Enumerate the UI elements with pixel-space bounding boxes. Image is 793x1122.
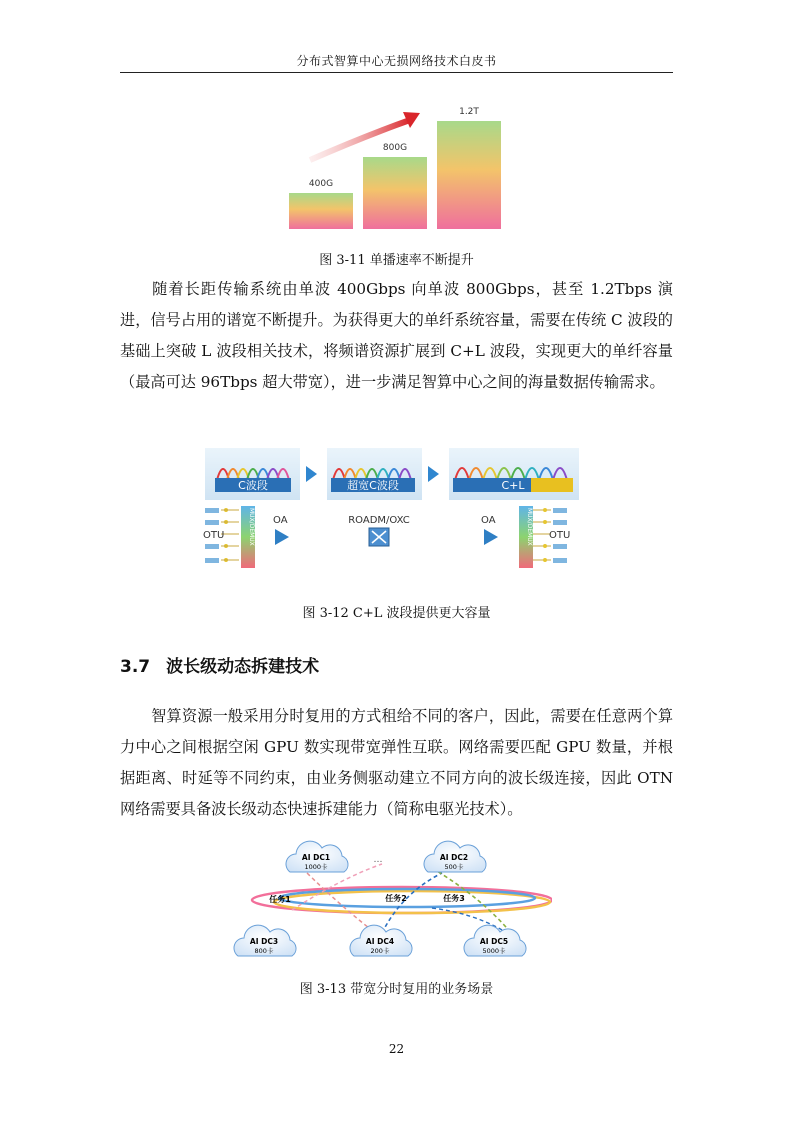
figure-3-12-diagram — [203, 446, 583, 576]
figure-3-13-caption: 图 3-13 带宽分时复用的业务场景 — [299, 982, 494, 997]
paragraph-wavelength: 智算资源一般采用分时复用的方式租给不同的客户，因此，需要在任意两个算力中心之间根据空闲 GPU 数实现带宽弹性互联。网络需要匹配 GPU 数量，并根据距离、时延等不同约束，由业务侧驱动建立不同方向的波长级连接，因此 OTN 网络需要具备波长级动态快速拆建能力（简称电驱光技术）。 — [120, 707, 673, 818]
band-label-c: C波段 — [238, 479, 268, 492]
svg-text:200卡: 200卡 — [370, 947, 390, 955]
figure-3-12-caption: 图 3-12 C+L 波段提供更大容量 — [302, 606, 491, 621]
band-panel-ultra-c — [327, 448, 422, 500]
task-label-3: 任务3 — [443, 894, 465, 903]
cloud-ai-dc5 — [464, 925, 526, 956]
oa-right-label: OA — [481, 515, 496, 526]
band-label-ultra-c: 超宽C波段 — [347, 479, 399, 492]
svg-text:AI DC5: AI DC5 — [479, 937, 509, 946]
oa-left-amplifier — [275, 529, 289, 545]
task-label-1: 任务1 — [269, 895, 291, 904]
svg-text:800卡: 800卡 — [254, 947, 274, 955]
svg-text:AI DC1: AI DC1 — [301, 853, 331, 862]
svg-text:500卡: 500卡 — [444, 863, 464, 871]
figure-3-11-bar-chart — [270, 98, 520, 238]
cloud-ai-dc3 — [234, 925, 296, 956]
svg-text:MUX/DEMUX: MUX/DEMUX — [248, 508, 255, 546]
svg-text:AI DC4: AI DC4 — [365, 937, 395, 946]
svg-text:AI DC3: AI DC3 — [249, 937, 279, 946]
bar-1.2T — [437, 121, 501, 229]
figure-3-13-diagram — [232, 838, 552, 968]
bar-400G — [289, 193, 353, 229]
running-header: 分布式智算中心无损网络技术白皮书 — [296, 54, 497, 68]
header-rule — [120, 72, 673, 73]
chevron-right-icon — [306, 466, 317, 482]
cloud-ai-dc2 — [424, 841, 486, 872]
page-number: 22 — [388, 1042, 405, 1056]
bar-data-label: 800G — [382, 143, 408, 153]
section-heading: 3.7 波长级动态拆建技术 — [120, 657, 320, 677]
cloud-ai-dc1 — [286, 841, 348, 872]
svg-text:AI DC2: AI DC2 — [439, 853, 469, 862]
left-otu-label: OTU — [203, 530, 225, 541]
svg-text:1000卡: 1000卡 — [304, 863, 328, 871]
ellipsis: … — [373, 855, 383, 865]
task-label-2: 任务2 — [385, 894, 407, 903]
bar-data-label: 400G — [308, 179, 334, 189]
band-label-cl: C+L — [501, 479, 525, 492]
paragraph-cl-band: 随着长距传输系统由单波 400Gbps 向单波 800Gbps，甚至 1.2Tbps 演进，信号占用的谱宽不断提升。为获得更大的单纤系统容量，需要在传统 C 波段的基础上突破 L 波段相关技术，将频谱资源扩展到 C+L 波段，实现更大的单纤容量（最高可达 96Tbps 超大带宽），进一步满足智算中心之间的海量数据传输需求。 — [120, 280, 673, 391]
roadm-label: ROADM/OXC — [348, 515, 410, 526]
growth-arrow-shaft — [310, 120, 410, 160]
bar-data-label: 1.2T — [459, 107, 479, 117]
cloud-ai-dc4 — [350, 925, 412, 956]
oa-right-amplifier — [484, 529, 498, 545]
right-otu-label: OTU — [549, 530, 571, 541]
oa-left-label: OA — [273, 515, 288, 526]
chevron-right-icon — [428, 466, 439, 482]
bar-800G — [363, 157, 427, 229]
svg-text:MUX/DEMUX: MUX/DEMUX — [526, 508, 533, 546]
figure-3-11-caption: 图 3-11 单播速率不断提升 — [319, 253, 474, 268]
svg-text:5000卡: 5000卡 — [482, 947, 506, 955]
